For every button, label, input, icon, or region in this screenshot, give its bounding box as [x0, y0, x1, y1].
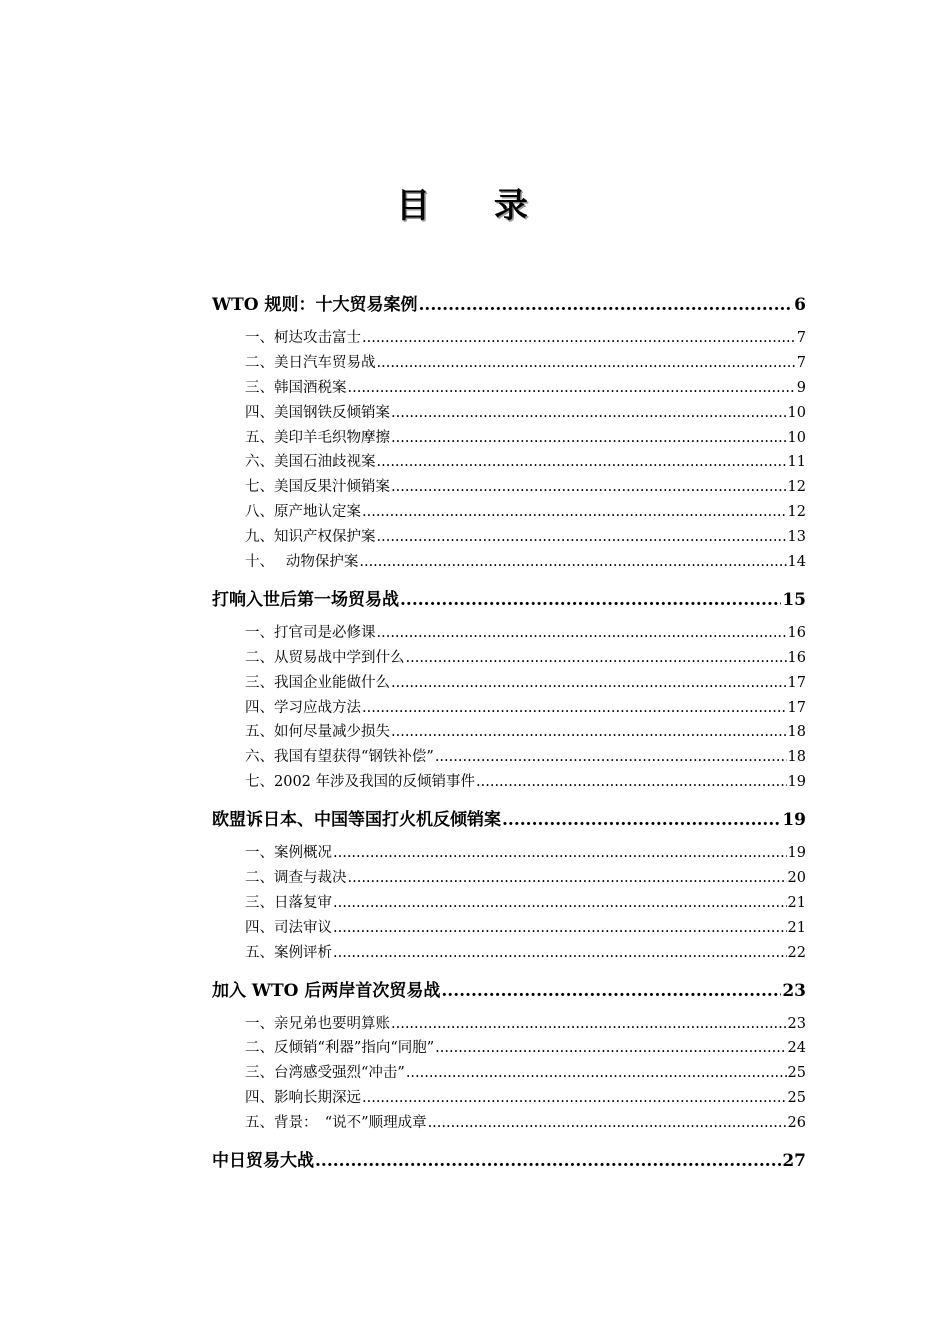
toc-heading-text: 打响入世后第一场贸易战: [212, 589, 399, 610]
toc-heading-page: 15: [782, 589, 806, 610]
toc-entry-text: 一、亲兄弟也要明算账: [245, 1015, 390, 1032]
toc-entry[interactable]: [212, 745, 806, 770]
page-title: 目 录: [396, 186, 554, 226]
toc-entry-text: 二、调查与裁决: [245, 870, 347, 887]
toc-entry-text: 六、美国石油歧视案: [245, 454, 376, 471]
toc-entry[interactable]: [212, 646, 806, 671]
toc-entry[interactable]: [212, 475, 806, 500]
toc-heading-entry[interactable]: [212, 585, 806, 615]
dot-leader: [377, 450, 787, 475]
dot-leader: [400, 585, 781, 615]
dot-leader: [391, 401, 787, 426]
table-of-contents: [212, 290, 806, 1186]
toc-entry[interactable]: [212, 376, 806, 401]
dot-leader: [362, 500, 787, 525]
dot-leader: [359, 550, 786, 575]
toc-entry[interactable]: [212, 941, 806, 966]
toc-entry-page: 17: [787, 699, 806, 716]
toc-entry-page: 19: [787, 845, 806, 862]
toc-entry-text: 四、司法审议: [245, 919, 332, 936]
dot-leader: [333, 891, 787, 916]
toc-section: [212, 976, 806, 1136]
toc-entry-text: 三、台湾感受强烈“冲击”: [245, 1065, 405, 1082]
dot-leader: [348, 376, 796, 401]
toc-entry-text: 九、知识产权保护案: [245, 529, 376, 546]
dot-leader: [502, 805, 781, 835]
toc-heading-text: 欧盟诉日本、中国等国打火机反倾销案: [212, 810, 501, 831]
toc-entry-page: 16: [787, 624, 806, 641]
toc-entry-text: 六、我国有望获得“钢铁补偿”: [245, 749, 434, 766]
toc-entry[interactable]: [212, 1086, 806, 1111]
toc-entry-page: 25: [787, 1065, 806, 1082]
toc-heading-page: 27: [782, 1151, 806, 1172]
toc-heading-entry[interactable]: [212, 805, 806, 835]
toc-heading-page: 23: [782, 980, 806, 1001]
dot-leader: [333, 916, 787, 941]
toc-entry-page: 25: [787, 1090, 806, 1107]
toc-entry[interactable]: [212, 525, 806, 550]
dot-leader: [406, 646, 787, 671]
toc-heading-page: 6: [794, 295, 806, 315]
toc-entry-text: 五、美印羊毛织物摩擦: [245, 429, 390, 446]
dot-leader: [348, 866, 787, 891]
dot-leader: [315, 1146, 781, 1176]
toc-entry[interactable]: [212, 621, 806, 646]
toc-entry-page: 7: [796, 330, 806, 346]
toc-entry-page: 13: [787, 529, 806, 546]
toc-entry[interactable]: [212, 351, 806, 376]
toc-entry[interactable]: [212, 1012, 806, 1037]
dot-leader: [362, 1086, 787, 1111]
toc-entry-text: 四、学习应战方法: [245, 699, 361, 716]
toc-entry[interactable]: [212, 770, 806, 795]
toc-entry-page: 19: [787, 774, 806, 791]
toc-entry-page: 26: [787, 1115, 806, 1132]
toc-entry-text: 十、 动物保护案: [245, 554, 359, 571]
toc-entry-text: 三、韩国酒税案: [245, 379, 347, 396]
toc-entry-page: 22: [787, 944, 806, 961]
toc-entry-text: 一、打官司是必修课: [245, 624, 376, 641]
toc-entry[interactable]: [212, 500, 806, 525]
toc-entry-page: 21: [787, 919, 806, 936]
toc-section: [212, 805, 806, 965]
dot-leader: [406, 1061, 787, 1086]
toc-entry-text: 八、原产地认定案: [245, 504, 361, 521]
toc-entry-page: 10: [787, 404, 806, 421]
toc-entry-text: 二、从贸易战中学到什么: [245, 649, 405, 666]
toc-entry-text: 七、美国反果汁倾销案: [245, 479, 390, 496]
dot-leader: [435, 1036, 786, 1061]
toc-entry[interactable]: [212, 720, 806, 745]
toc-entry[interactable]: [212, 426, 806, 451]
dot-leader: [377, 525, 787, 550]
toc-entry-page: 18: [787, 749, 806, 766]
toc-section: [212, 1146, 806, 1176]
toc-entry[interactable]: [212, 841, 806, 866]
toc-section: [212, 585, 806, 795]
toc-entry-text: 二、反倾销“利器”指向“同胞”: [245, 1040, 435, 1057]
dot-leader: [435, 745, 787, 770]
toc-entry-text: 一、柯达攻击富士: [245, 330, 361, 346]
toc-entry-text: 五、如何尽量减少损失: [245, 724, 390, 741]
toc-entry-page: 10: [787, 429, 806, 446]
dot-leader: [333, 941, 787, 966]
toc-heading-page: 19: [782, 810, 806, 831]
dot-leader: [333, 841, 787, 866]
toc-entry-page: 7: [796, 354, 806, 371]
dot-leader: [362, 326, 796, 351]
toc-entry-page: 23: [787, 1015, 806, 1032]
toc-entry[interactable]: [212, 1111, 806, 1136]
dot-leader: [476, 770, 787, 795]
toc-entry-page: 12: [787, 504, 806, 521]
toc-entry-page: 16: [787, 649, 806, 666]
toc-entry-page: 9: [796, 379, 806, 396]
dot-leader: [377, 621, 787, 646]
dot-leader: [391, 475, 787, 500]
toc-entry[interactable]: [212, 671, 806, 696]
toc-heading-text: WTO 规则：十大贸易案例: [212, 295, 418, 315]
toc-entry[interactable]: [212, 450, 806, 475]
toc-entry[interactable]: [212, 916, 806, 941]
toc-entry-text: 四、影响长期深远: [245, 1090, 361, 1107]
toc-entry-text: 四、美国钢铁反倾销案: [245, 404, 390, 421]
dot-leader: [391, 1012, 787, 1037]
toc-entry-page: 17: [787, 674, 806, 691]
toc-entry-text: 五、背景： “说不”顺理成章: [245, 1115, 427, 1132]
toc-entry[interactable]: [212, 550, 806, 575]
toc-entry-text: 七、2002 年涉及我国的反倾销事件: [245, 774, 476, 791]
toc-heading-entry[interactable]: [212, 976, 806, 1006]
toc-entry-page: 14: [787, 554, 806, 571]
toc-entry[interactable]: [212, 401, 806, 426]
toc-heading-text: 加入 WTO 后两岸首次贸易战: [212, 980, 441, 1001]
dot-leader: [377, 351, 796, 376]
toc-entry-page: 11: [787, 454, 806, 471]
toc-entry[interactable]: [212, 326, 806, 351]
toc-entry-text: 五、案例评析: [245, 944, 332, 961]
toc-entry[interactable]: [212, 891, 806, 916]
dot-leader: [441, 976, 781, 1006]
toc-entry-text: 三、日落复审: [245, 894, 332, 911]
toc-heading-entry[interactable]: [212, 290, 806, 320]
toc-entry-page: 18: [787, 724, 806, 741]
toc-entry-page: 24: [787, 1040, 806, 1057]
dot-leader: [428, 1111, 787, 1136]
toc-entry[interactable]: [212, 1036, 806, 1061]
toc-entry-text: 三、我国企业能做什么: [245, 674, 390, 691]
toc-entry-page: 12: [787, 479, 806, 496]
toc-entry-text: 一、案例概况: [245, 845, 332, 862]
toc-entry-text: 二、美日汽车贸易战: [245, 354, 376, 371]
dot-leader: [391, 720, 787, 745]
toc-entry[interactable]: [212, 696, 806, 721]
toc-heading-entry[interactable]: [212, 1146, 806, 1176]
dot-leader: [391, 671, 787, 696]
toc-entry[interactable]: [212, 1061, 806, 1086]
dot-leader: [391, 426, 787, 451]
dot-leader: [418, 290, 793, 320]
toc-heading-text: 中日贸易大战: [212, 1151, 314, 1172]
toc-section: [212, 290, 806, 575]
toc-entry-page: 21: [787, 894, 806, 911]
toc-entry-page: 20: [787, 870, 806, 887]
toc-entry[interactable]: [212, 866, 806, 891]
dot-leader: [362, 696, 787, 721]
